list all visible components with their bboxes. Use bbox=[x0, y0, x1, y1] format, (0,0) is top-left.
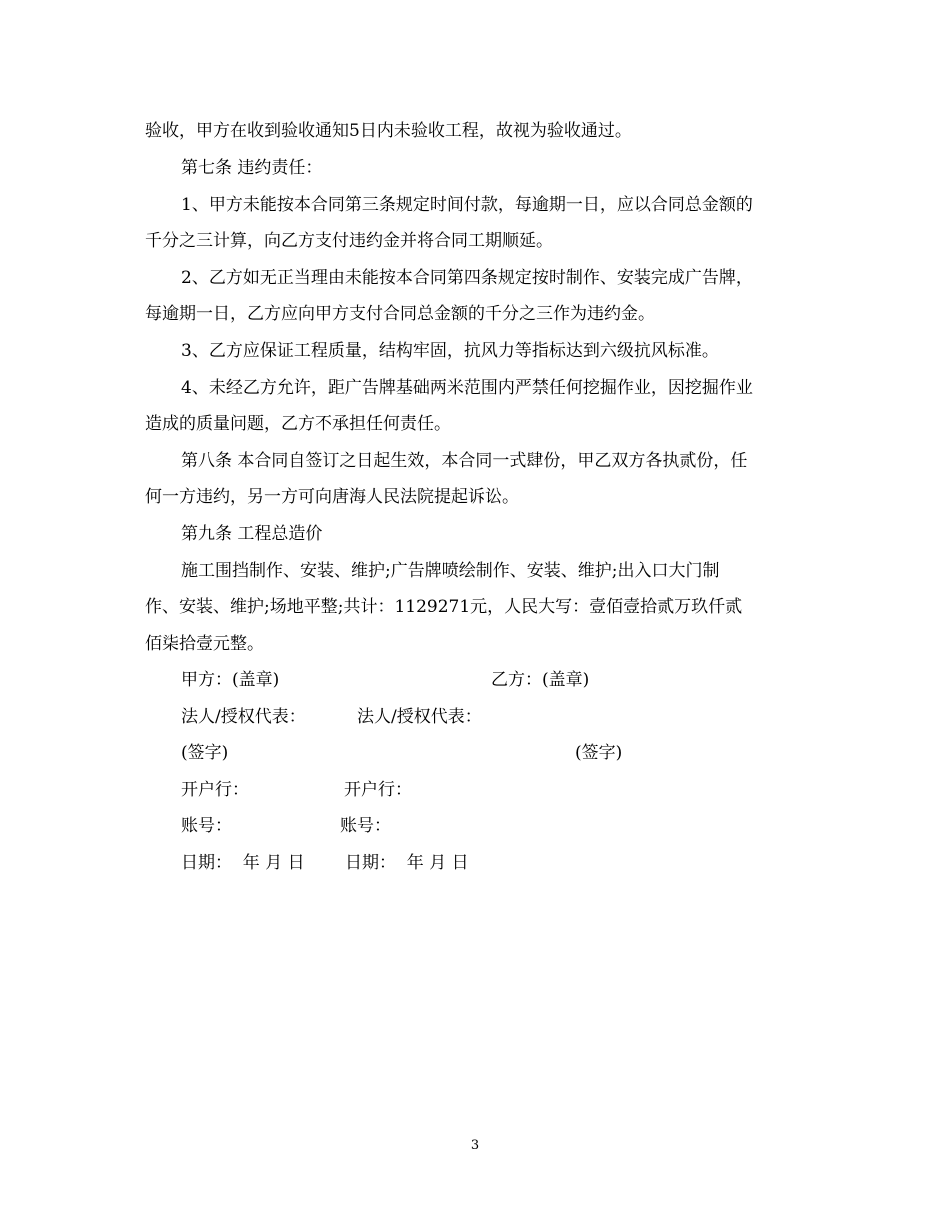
account-b: 账号： bbox=[340, 816, 391, 836]
sign-b: (签字) bbox=[575, 743, 623, 763]
body-line: 验收，甲方在收到验收通知5日内未验收工程，故视为验收通过。 bbox=[145, 121, 632, 141]
body-line: 施工围挡制作、安装、维护;广告牌喷绘制作、安装、维护;出入口大门制 bbox=[181, 561, 720, 581]
legal-rep-a: 法人/授权代表： bbox=[181, 707, 306, 727]
legal-rep-b: 法人/授权代表： bbox=[357, 707, 482, 727]
body-line: 每逾期一日，乙方应向甲方支付合同总金额的千分之三作为违约金。 bbox=[145, 304, 655, 324]
body-line: 2、乙方如无正当理由未能按本合同第四条规定按时制作、安装完成广告牌， bbox=[181, 268, 753, 288]
body-line: 千分之三计算，向乙方支付违约金并将合同工期顺延。 bbox=[145, 231, 553, 251]
bank-b: 开户行： bbox=[344, 780, 412, 800]
body-line: 造成的质量问题，乙方不承担任何责任。 bbox=[145, 414, 451, 434]
body-line: 佰柒拾壹元整。 bbox=[145, 634, 264, 654]
body-line: 何一方违约，另一方可向唐海人民法院提起诉讼。 bbox=[145, 487, 519, 507]
section-heading-article-8: 第八条 本合同自签订之日起生效，本合同一式肆份，甲乙双方各执贰份，任 bbox=[181, 451, 748, 471]
date-b: 日期： 年 月 日 bbox=[345, 853, 469, 873]
body-line: 作、安装、维护;场地平整;共计：1129271元，人民大写：壹佰壹拾贰万玖仟贰 bbox=[145, 597, 743, 617]
body-line: 4、未经乙方允许，距广告牌基础两米范围内严禁任何挖掘作业，因挖掘作业 bbox=[181, 378, 753, 398]
section-heading-article-9: 第九条 工程总造价 bbox=[181, 524, 323, 544]
party-b-seal: 乙方：(盖章) bbox=[491, 670, 590, 690]
body-line: 1、甲方未能按本合同第三条规定时间付款，每逾期一日，应以合同总金额的 bbox=[181, 195, 753, 215]
bank-a: 开户行： bbox=[181, 780, 249, 800]
page-number: 3 bbox=[470, 1138, 480, 1153]
body-line: 3、乙方应保证工程质量，结构牢固，抗风力等指标达到六级抗风标准。 bbox=[181, 341, 719, 361]
date-a: 日期： 年 月 日 bbox=[181, 853, 305, 873]
sign-a: (签字) bbox=[181, 743, 229, 763]
section-heading-article-7: 第七条 违约责任： bbox=[181, 158, 323, 178]
party-a-seal: 甲方：(盖章) bbox=[181, 670, 280, 690]
account-a: 账号： bbox=[181, 816, 232, 836]
